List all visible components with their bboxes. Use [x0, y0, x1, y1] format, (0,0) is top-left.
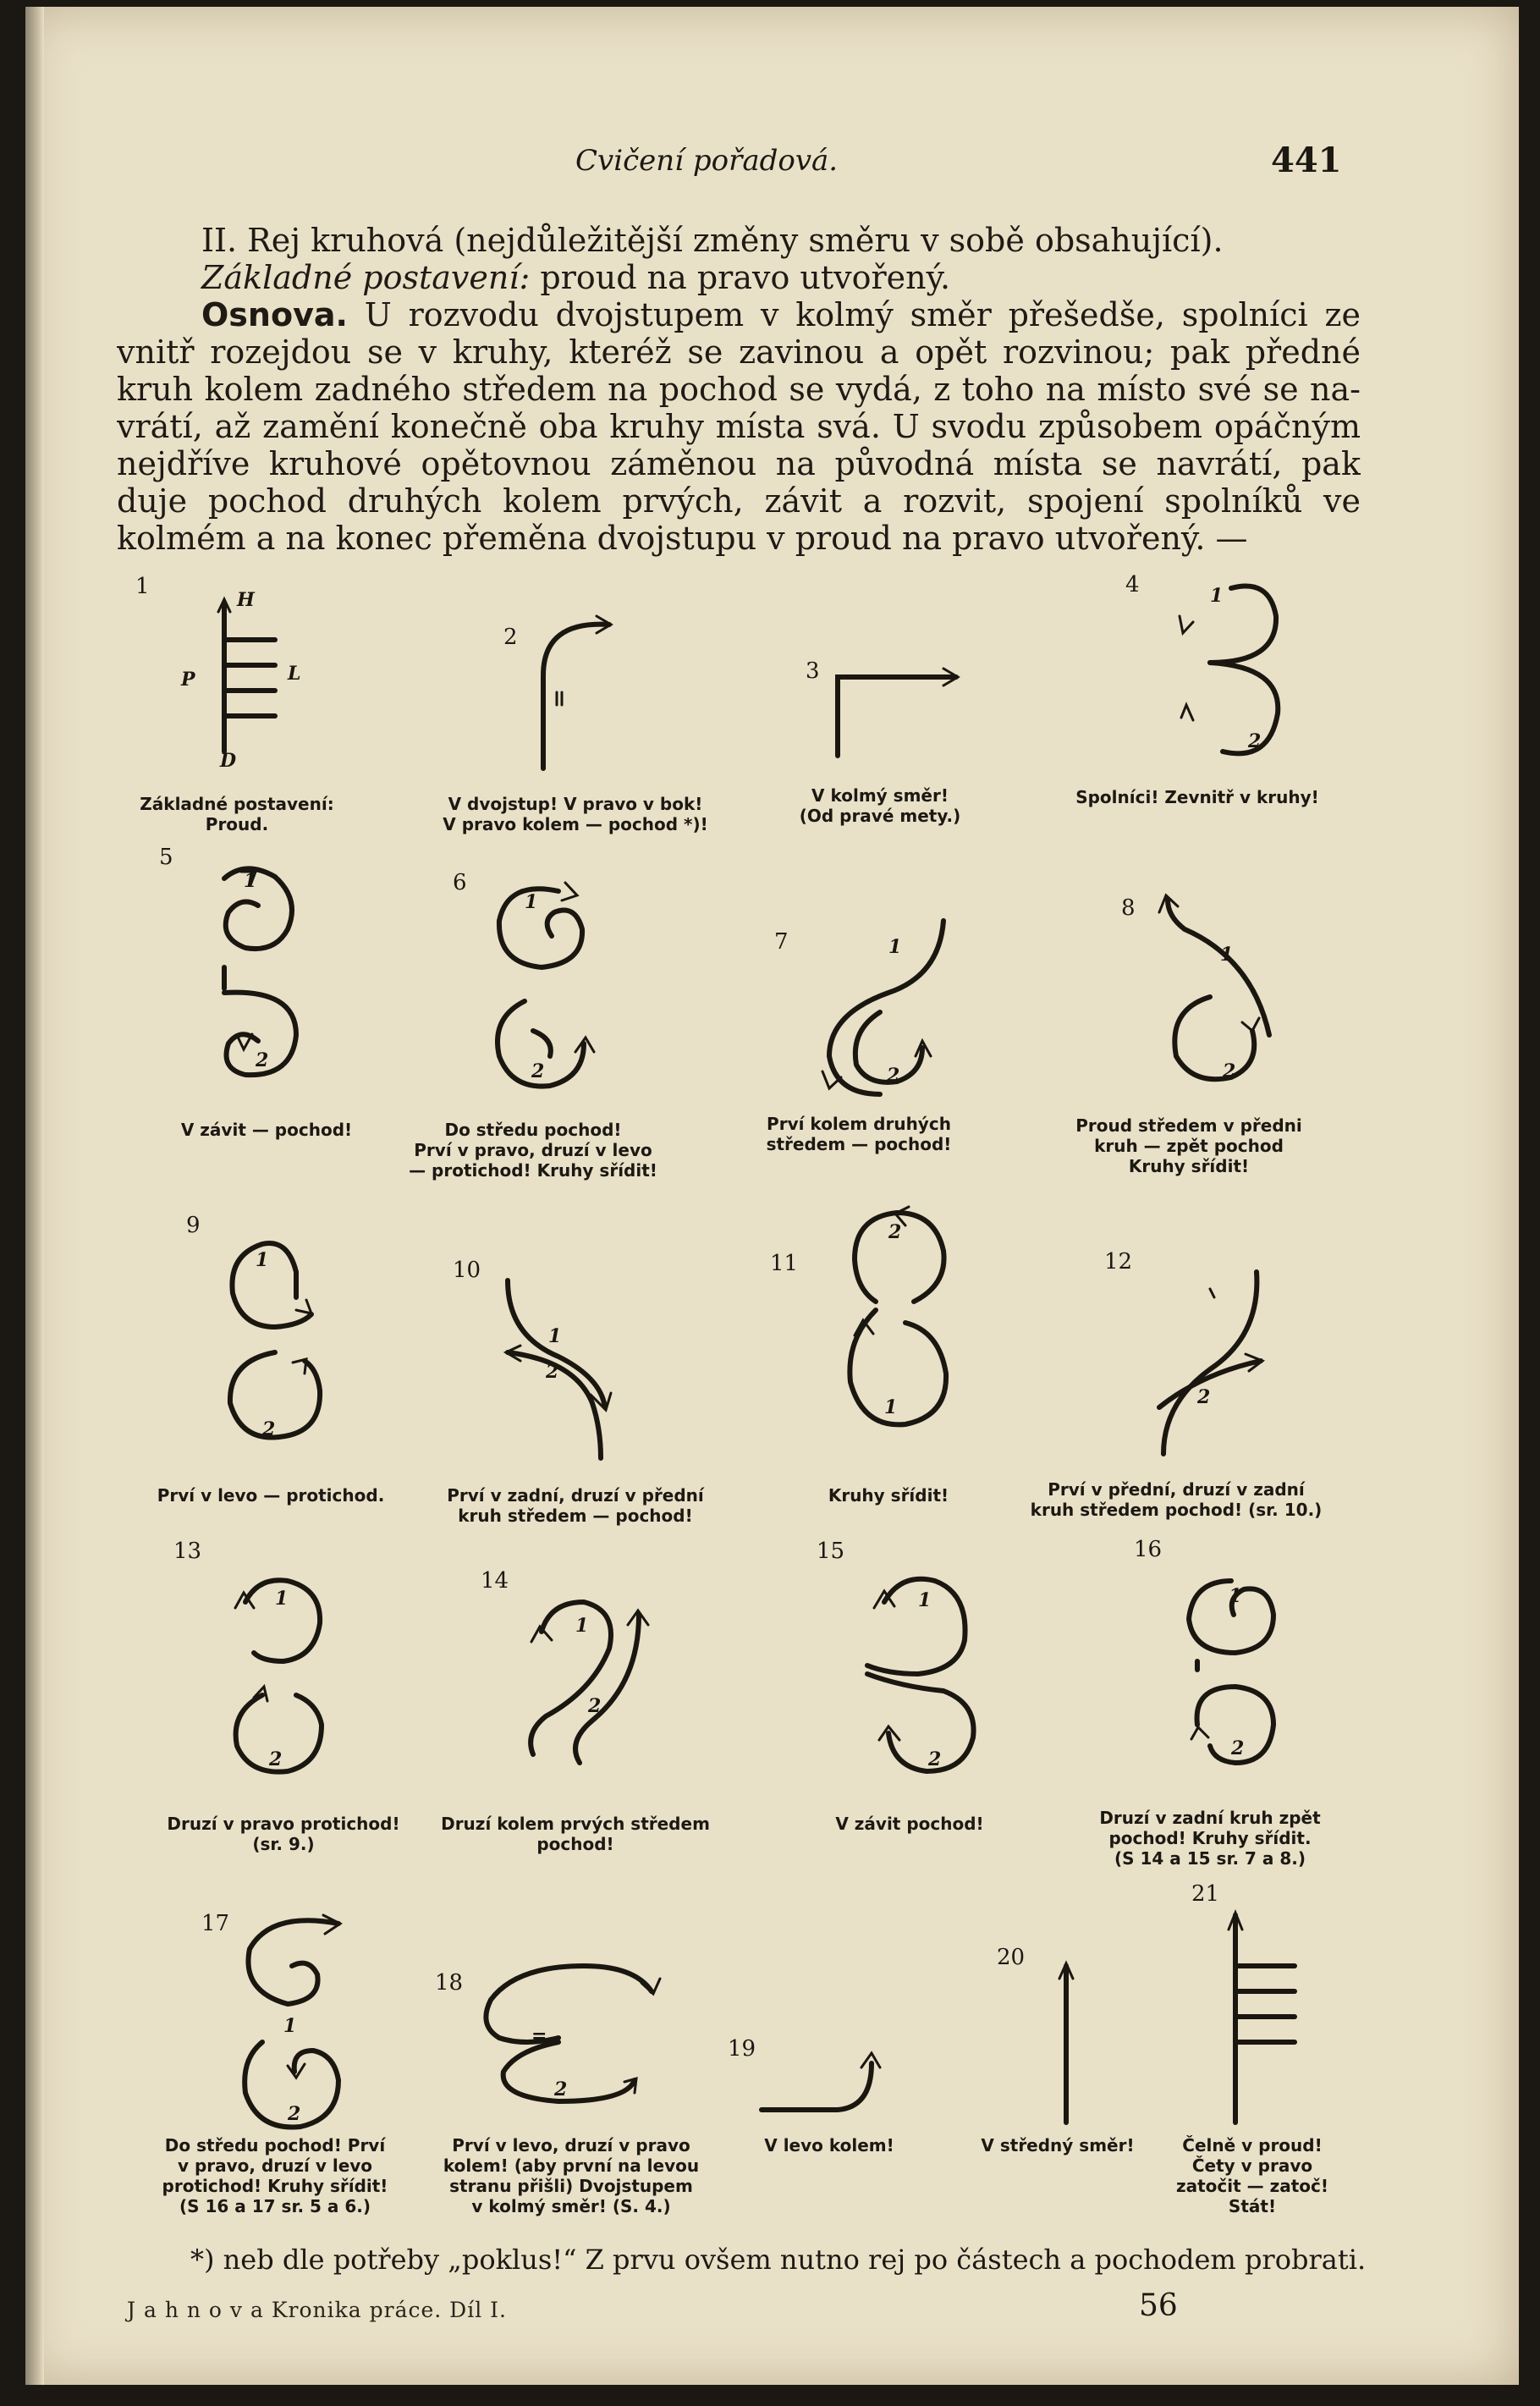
figure-1-diagram — [152, 582, 355, 794]
figure-9-mark-1: 1 — [256, 1249, 269, 1271]
figure-11-caption — [770, 1485, 1007, 1506]
figure-11-lower-circle — [850, 1310, 946, 1424]
figure-7-mark-2: 2 — [887, 1065, 900, 1087]
figure-15-mark-1: 1 — [918, 1589, 932, 1611]
figure-4-diagram — [1159, 570, 1328, 781]
figure-14-number: 14 — [481, 1568, 509, 1594]
figure-21-caption-line-4: Stát! — [1228, 2196, 1277, 2216]
figure-2-caption-line-2: V pravo kolem — pochod *)! — [443, 814, 708, 834]
figure-12-tick — [1210, 1289, 1214, 1297]
figure-1-number: 1 — [135, 574, 150, 599]
figure-17-mark-2: 2 — [288, 2103, 301, 2125]
figure-5-caption — [152, 1120, 381, 1140]
figure-9-arrow-1 — [296, 1300, 311, 1313]
book-page — [25, 7, 1519, 2385]
figure-6-arrow-1 — [562, 883, 577, 900]
figure-8-circle — [1174, 997, 1254, 1079]
figure-6-number: 6 — [453, 870, 467, 895]
body-line-1 — [201, 296, 1361, 333]
figure-21-diagram — [1210, 1902, 1328, 2131]
figure-18-caption — [406, 2135, 736, 2216]
figure-15-number: 15 — [817, 1539, 845, 1564]
figure-9-mark-2: 2 — [262, 1418, 276, 1440]
figure-21-number: 21 — [1191, 1881, 1220, 1907]
figure-8-caption-line-3: Kruhy sřídit! — [1128, 1156, 1250, 1176]
figure-8-caption — [1049, 1115, 1328, 1176]
figure-14-mark-2: 2 — [588, 1695, 602, 1717]
figure-1-caption-line-1: Základné postavení: — [140, 794, 334, 814]
figure-9-caption-line-1: Prví v levo — protichod. — [157, 1485, 385, 1506]
figure-12-diagram — [1134, 1259, 1295, 1471]
basic-position-text: proud na pravo utvořený. — [540, 259, 951, 296]
figure-18-diagram — [465, 1953, 685, 2122]
figure-13-caption-line-2: (sr. 9.) — [252, 1834, 315, 1854]
figure-16-caption — [1075, 1808, 1345, 1869]
figure-16-caption-line-2: pochod! Kruhy sřídit. — [1108, 1828, 1312, 1848]
figure-3-caption-line-1: V kolmý směr! — [811, 785, 949, 806]
figure-12-number: 12 — [1104, 1249, 1133, 1275]
figure-16-caption-line-3: (S 14 a 15 sr. 7 a 8.) — [1114, 1848, 1306, 1869]
figure-12-caption-line-1: Prví v přední, druzí v zadní — [1048, 1479, 1305, 1500]
figure-8-diagram — [1142, 883, 1312, 1103]
figure-20-caption — [965, 2135, 1151, 2155]
figure-14-caption-line-1: Druzí kolem prvých středem — [441, 1814, 710, 1834]
figure-5-mark-1: 1 — [244, 870, 257, 892]
figure-20-caption-line-1: V středný směr! — [981, 2135, 1135, 2155]
figure-11-caption-line-1: Kruhy sřídit! — [828, 1485, 949, 1506]
figure-1-label-h: H — [237, 589, 255, 611]
figure-10-mark-1: 1 — [548, 1325, 562, 1347]
figure-3-number: 3 — [806, 658, 820, 684]
figure-6-mark-2: 2 — [531, 1060, 545, 1082]
figure-8-caption-line-1: Proud středem v předni — [1075, 1115, 1302, 1136]
footer-sheet-number: 56 — [1139, 2288, 1178, 2323]
figure-9-caption — [135, 1485, 406, 1506]
footnote: *) neb dle potřeby „poklus!“ Z prvu ovšem nutno rej po částech a pochodem probrati. — [190, 2244, 1367, 2276]
figure-6-diagram — [474, 870, 626, 1098]
figure-13-diagram — [212, 1555, 355, 1792]
figure-4-number: 4 — [1125, 572, 1140, 597]
figure-7-number: 7 — [774, 929, 789, 955]
figure-7-caption-line-2: středem — pochod! — [766, 1134, 952, 1154]
figure-19-path — [762, 2063, 872, 2110]
figure-16-arrow-1 — [1191, 1727, 1208, 1739]
figure-9-diagram — [212, 1225, 347, 1454]
body-line-5: nejdříve kruhové opětovnou záměnou na původná místa se navrátí, pak — [117, 445, 1361, 482]
figure-15-diagram — [850, 1555, 994, 1792]
figure-17-caption-line-3: protichod! Kruhy sřídit! — [162, 2176, 388, 2196]
figure-4-caption — [1041, 787, 1354, 807]
figure-14-mark-1: 1 — [575, 1615, 589, 1637]
figure-2-diagram — [516, 599, 668, 785]
figure-4-arrow-2 — [1181, 705, 1193, 720]
figure-6-caption-line-2: Prví v pravo, druzí v levo — [414, 1140, 652, 1160]
figure-7-diagram — [804, 912, 965, 1107]
figure-18-caption-line-3: stranu přišli) Dvojstupem — [449, 2176, 693, 2196]
figure-20-diagram — [1041, 1953, 1092, 2131]
figure-15-mark-2: 2 — [928, 1748, 942, 1770]
figure-13-mark-2: 2 — [269, 1748, 283, 1770]
figure-6-caption-line-3: — protichod! Kruhy sřídit! — [409, 1160, 657, 1181]
figure-8-number: 8 — [1121, 895, 1136, 921]
figure-17-caption-line-4: (S 16 a 17 sr. 5 a 6.) — [179, 2196, 371, 2216]
figure-2-caption-line-1: V dvojstup! V pravo v bok! — [448, 794, 703, 814]
figure-18-number: 18 — [435, 1970, 464, 1996]
figure-10-mark-2: 2 — [546, 1361, 559, 1383]
figure-5-upper-spiral — [224, 868, 292, 949]
body-text-1: U rozvodu dvojstupem v kolmý směr přešedše, spolníci ze — [364, 296, 1361, 333]
figure-13-caption-line-1: Druzí v pravo protichod! — [167, 1814, 400, 1834]
figure-18-mark-2: 2 — [554, 2078, 568, 2100]
book-spine-shadow — [25, 7, 44, 2385]
figure-5-number: 5 — [159, 845, 173, 870]
page-number: 441 — [1271, 140, 1342, 180]
figure-11-number: 11 — [770, 1251, 799, 1276]
figure-4-mark-1: 1 — [1210, 585, 1224, 607]
figure-16-number: 16 — [1134, 1537, 1163, 1562]
figure-5-diagram — [195, 853, 322, 1098]
figure-15-caption — [804, 1814, 1015, 1834]
figure-7-caption-line-1: Prví kolem druhých — [767, 1114, 951, 1134]
figure-18-upper-curve — [486, 1966, 652, 2042]
figure-21-caption — [1151, 2135, 1354, 2216]
figure-12-caption — [1011, 1479, 1341, 1520]
figure-1-label-p: P — [181, 669, 195, 691]
figure-2-path — [543, 625, 609, 768]
figure-15-caption-line-1: V závit pochod! — [835, 1814, 984, 1834]
figure-21-caption-line-1: Čelně v proud! — [1182, 2135, 1323, 2155]
figure-3-caption-line-2: (Od pravé mety.) — [799, 806, 961, 826]
figure-14-caption — [423, 1814, 728, 1854]
figure-4-arrow-1 — [1180, 616, 1193, 633]
figure-17-caption-line-2: v pravo, druzí v levo — [177, 2155, 373, 2176]
figure-4-mark-2: 2 — [1248, 730, 1262, 752]
figure-5-caption-line-1: V závit — pochod! — [180, 1120, 353, 1140]
body-line-2: vnitř rozejdou se v kruhy, kteréž se zavinou a opět rozvinou; pak předné — [117, 333, 1361, 371]
figure-6-caption — [377, 1120, 690, 1181]
figure-9-upper-circle — [232, 1243, 311, 1327]
figure-18-caption-line-2: kolem! (aby první na levou — [443, 2155, 700, 2176]
figure-14-caption-line-2: pochod! — [536, 1834, 614, 1854]
figure-16-mark-2: 2 — [1231, 1737, 1245, 1759]
figure-10-caption-line-1: Prví v zadní, druzí v přední — [447, 1485, 704, 1506]
figure-10-caption-line-2: kruh středem — pochod! — [458, 1506, 693, 1526]
section-heading: II. Rej kruhová (nejdůležitější změny směru v sobě obsahující). — [201, 222, 1224, 259]
figure-2-number: 2 — [503, 625, 518, 650]
figure-15-lower-curve — [867, 1674, 974, 1771]
figure-6-mark-1: 1 — [525, 891, 538, 913]
basic-position-label: Základné postavení: — [201, 259, 531, 296]
figure-16-caption-line-1: Druzí v zadní kruh zpět — [1099, 1808, 1321, 1828]
figure-12-mark-2: 2 — [1197, 1386, 1211, 1408]
figure-8-mark-1: 1 — [1220, 944, 1234, 966]
figure-21-caption-line-3: zatočit — zatoč! — [1175, 2176, 1329, 2196]
body-line-7: kolmém a na konec přeměna dvojstupu v proud na pravo utvořený. — — [117, 520, 1248, 557]
figure-19-number: 19 — [728, 2036, 756, 2062]
figure-16-diagram — [1168, 1551, 1312, 1788]
figure-17-number: 17 — [201, 1911, 230, 1936]
figure-12-caption-line-2: kruh středem pochod! (sr. 10.) — [1030, 1500, 1323, 1520]
figure-13-caption — [144, 1814, 423, 1854]
figure-6-upper-spiral — [499, 889, 582, 967]
figure-7-caption — [728, 1114, 990, 1154]
figure-19-caption — [745, 2135, 914, 2155]
figure-13-number: 13 — [173, 1539, 202, 1564]
figure-10-caption — [415, 1485, 736, 1526]
figure-4-lower-arc — [1210, 663, 1278, 753]
footer-signature: J a h n o v a Kronika práce. Díl I. — [127, 2298, 507, 2322]
figure-17-caption — [144, 2135, 406, 2216]
figure-1-label-l: L — [288, 663, 301, 685]
figure-6-lower-curl — [533, 1031, 551, 1056]
figure-8-mark-2: 2 — [1223, 1060, 1236, 1082]
figure-10-diagram — [482, 1268, 643, 1471]
figure-17-mark-1: 1 — [283, 2015, 297, 2037]
figure-9-number: 9 — [186, 1213, 201, 1238]
osnova-label: Osnova. — [201, 296, 348, 333]
figure-2-caption — [415, 794, 736, 834]
figure-10-number: 10 — [453, 1258, 481, 1283]
body-line-3: kruh kolem zadného středem na pochod se vydá, z toho na místo své se na- — [117, 371, 1361, 408]
figure-18-lower-curve — [503, 2042, 635, 2101]
figure-1-label-d: D — [220, 750, 237, 772]
figure-18-caption-line-4: v kolmý směr! (S. 4.) — [471, 2196, 671, 2216]
figure-1-caption — [114, 794, 360, 834]
figure-3-caption — [770, 785, 990, 826]
figure-7-mark-1: 1 — [888, 936, 902, 958]
figure-19-diagram — [753, 2029, 905, 2122]
figure-13-mark-1: 1 — [275, 1588, 289, 1610]
figure-4-caption-line-1: Spolníci! Zevnitř v kruhy! — [1075, 787, 1319, 807]
body-line-4: vrátí, až zamění konečně oba kruhy místa svá. U svodu způsobem opáčným — [117, 408, 1361, 445]
figure-19-caption-line-1: V levo kolem! — [764, 2135, 894, 2155]
figure-6-caption-line-1: Do středu pochod! — [444, 1120, 622, 1140]
figure-11-mark-2: 2 — [888, 1221, 902, 1243]
figure-1-caption-line-2: Proud. — [205, 814, 269, 834]
figure-17-caption-line-1: Do středu pochod! Prví — [164, 2135, 386, 2155]
figure-3-diagram — [829, 658, 973, 768]
figure-18-caption-line-1: Prví v levo, druzí v pravo — [452, 2135, 690, 2155]
figure-21-caption-line-2: Čety v pravo — [1191, 2155, 1313, 2176]
figure-5-mark-2: 2 — [256, 1049, 269, 1071]
figure-16-mark-1: 1 — [1229, 1585, 1242, 1607]
figure-8-arrow-2 — [1242, 1018, 1259, 1031]
figure-14-path-1 — [531, 1602, 611, 1754]
figure-20-number: 20 — [997, 1945, 1026, 1970]
figure-18-mark-eq: = — [531, 2025, 547, 2047]
figure-11-diagram — [821, 1192, 973, 1471]
body-line-6: duje pochod druhých kolem prvých, závit a rozvit, spojení spolníků ve — [117, 482, 1361, 520]
figure-8-caption-line-2: kruh — zpět pochod — [1094, 1136, 1284, 1156]
figure-14-diagram — [499, 1572, 660, 1792]
figure-3-path — [838, 677, 956, 756]
figure-17-diagram — [220, 1898, 372, 2152]
basic-position-line — [201, 259, 1445, 296]
running-header-title: Cvičení pořadová. — [575, 144, 839, 178]
figure-11-mark-1: 1 — [884, 1396, 898, 1418]
